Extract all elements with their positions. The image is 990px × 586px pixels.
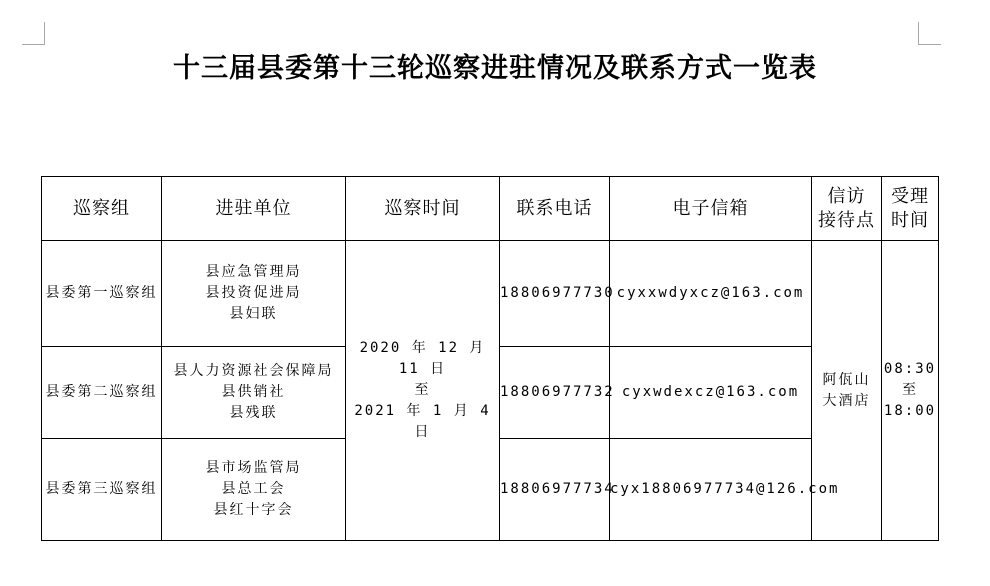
time-cell <box>346 241 500 541</box>
header-hours-line: 时间 <box>891 209 929 231</box>
group-cell: 县委第三巡察组 <box>42 439 162 541</box>
table-row <box>42 241 939 347</box>
units-cell <box>162 241 346 347</box>
hours-start: 08:30 <box>883 361 937 377</box>
header-row <box>42 177 939 241</box>
header-reception-line: 信访 <box>827 185 866 207</box>
email-cell: cyxwdexcz@163.com <box>610 347 812 439</box>
unit-name: 县投资促进局 <box>205 285 302 301</box>
group-cell: 县委第一巡察组 <box>42 241 162 347</box>
unit-name: 县人力资源社会保障局 <box>173 363 334 379</box>
header-reception <box>812 177 882 241</box>
time-start: 2020 年 12 月 11 日 <box>359 340 486 377</box>
header-time: 巡察时间 <box>346 177 500 241</box>
page-corner-mark-top-left <box>22 22 45 45</box>
header-hours <box>882 177 939 241</box>
header-email: 电子信箱 <box>610 177 812 241</box>
phone-cell: 18806977734 <box>500 439 610 541</box>
header-hours-line: 受理 <box>891 185 929 207</box>
email-cell: cyx18806977734@126.com <box>610 439 812 541</box>
phone-cell: 18806977732 <box>500 347 610 439</box>
header-reception-line: 接待点 <box>818 209 875 231</box>
page-corner-mark-top-right <box>918 22 941 45</box>
unit-name: 县妇联 <box>229 306 278 322</box>
units-cell <box>162 439 346 541</box>
group-cell: 县委第二巡察组 <box>42 347 162 439</box>
header-phone: 联系电话 <box>500 177 610 241</box>
header-units: 进驻单位 <box>162 177 346 241</box>
reception-line: 大酒店 <box>822 392 871 409</box>
hours-cell <box>882 241 939 541</box>
phone-cell: 18806977730 <box>500 241 610 347</box>
unit-name: 县红十字会 <box>213 502 294 518</box>
unit-name: 县供销社 <box>221 384 286 400</box>
hours-separator: 至 <box>902 382 918 398</box>
inspection-table <box>41 176 939 541</box>
header-group: 巡察组 <box>42 177 162 241</box>
unit-name: 县总工会 <box>221 481 286 497</box>
email-cell: cyxxwdyxcz@163.com <box>610 241 812 347</box>
time-separator: 至 <box>414 382 431 398</box>
reception-line: 阿佤山 <box>822 371 871 388</box>
unit-name: 县残联 <box>229 405 278 421</box>
hours-end: 18:00 <box>883 403 937 419</box>
unit-name: 县市场监管局 <box>205 460 302 476</box>
time-end: 2021 年 1 月 4 日 <box>354 403 491 440</box>
units-cell <box>162 347 346 439</box>
document-title: 十三届县委第十三轮巡察进驻情况及联系方式一览表 <box>173 53 817 84</box>
unit-name: 县应急管理局 <box>205 264 302 280</box>
